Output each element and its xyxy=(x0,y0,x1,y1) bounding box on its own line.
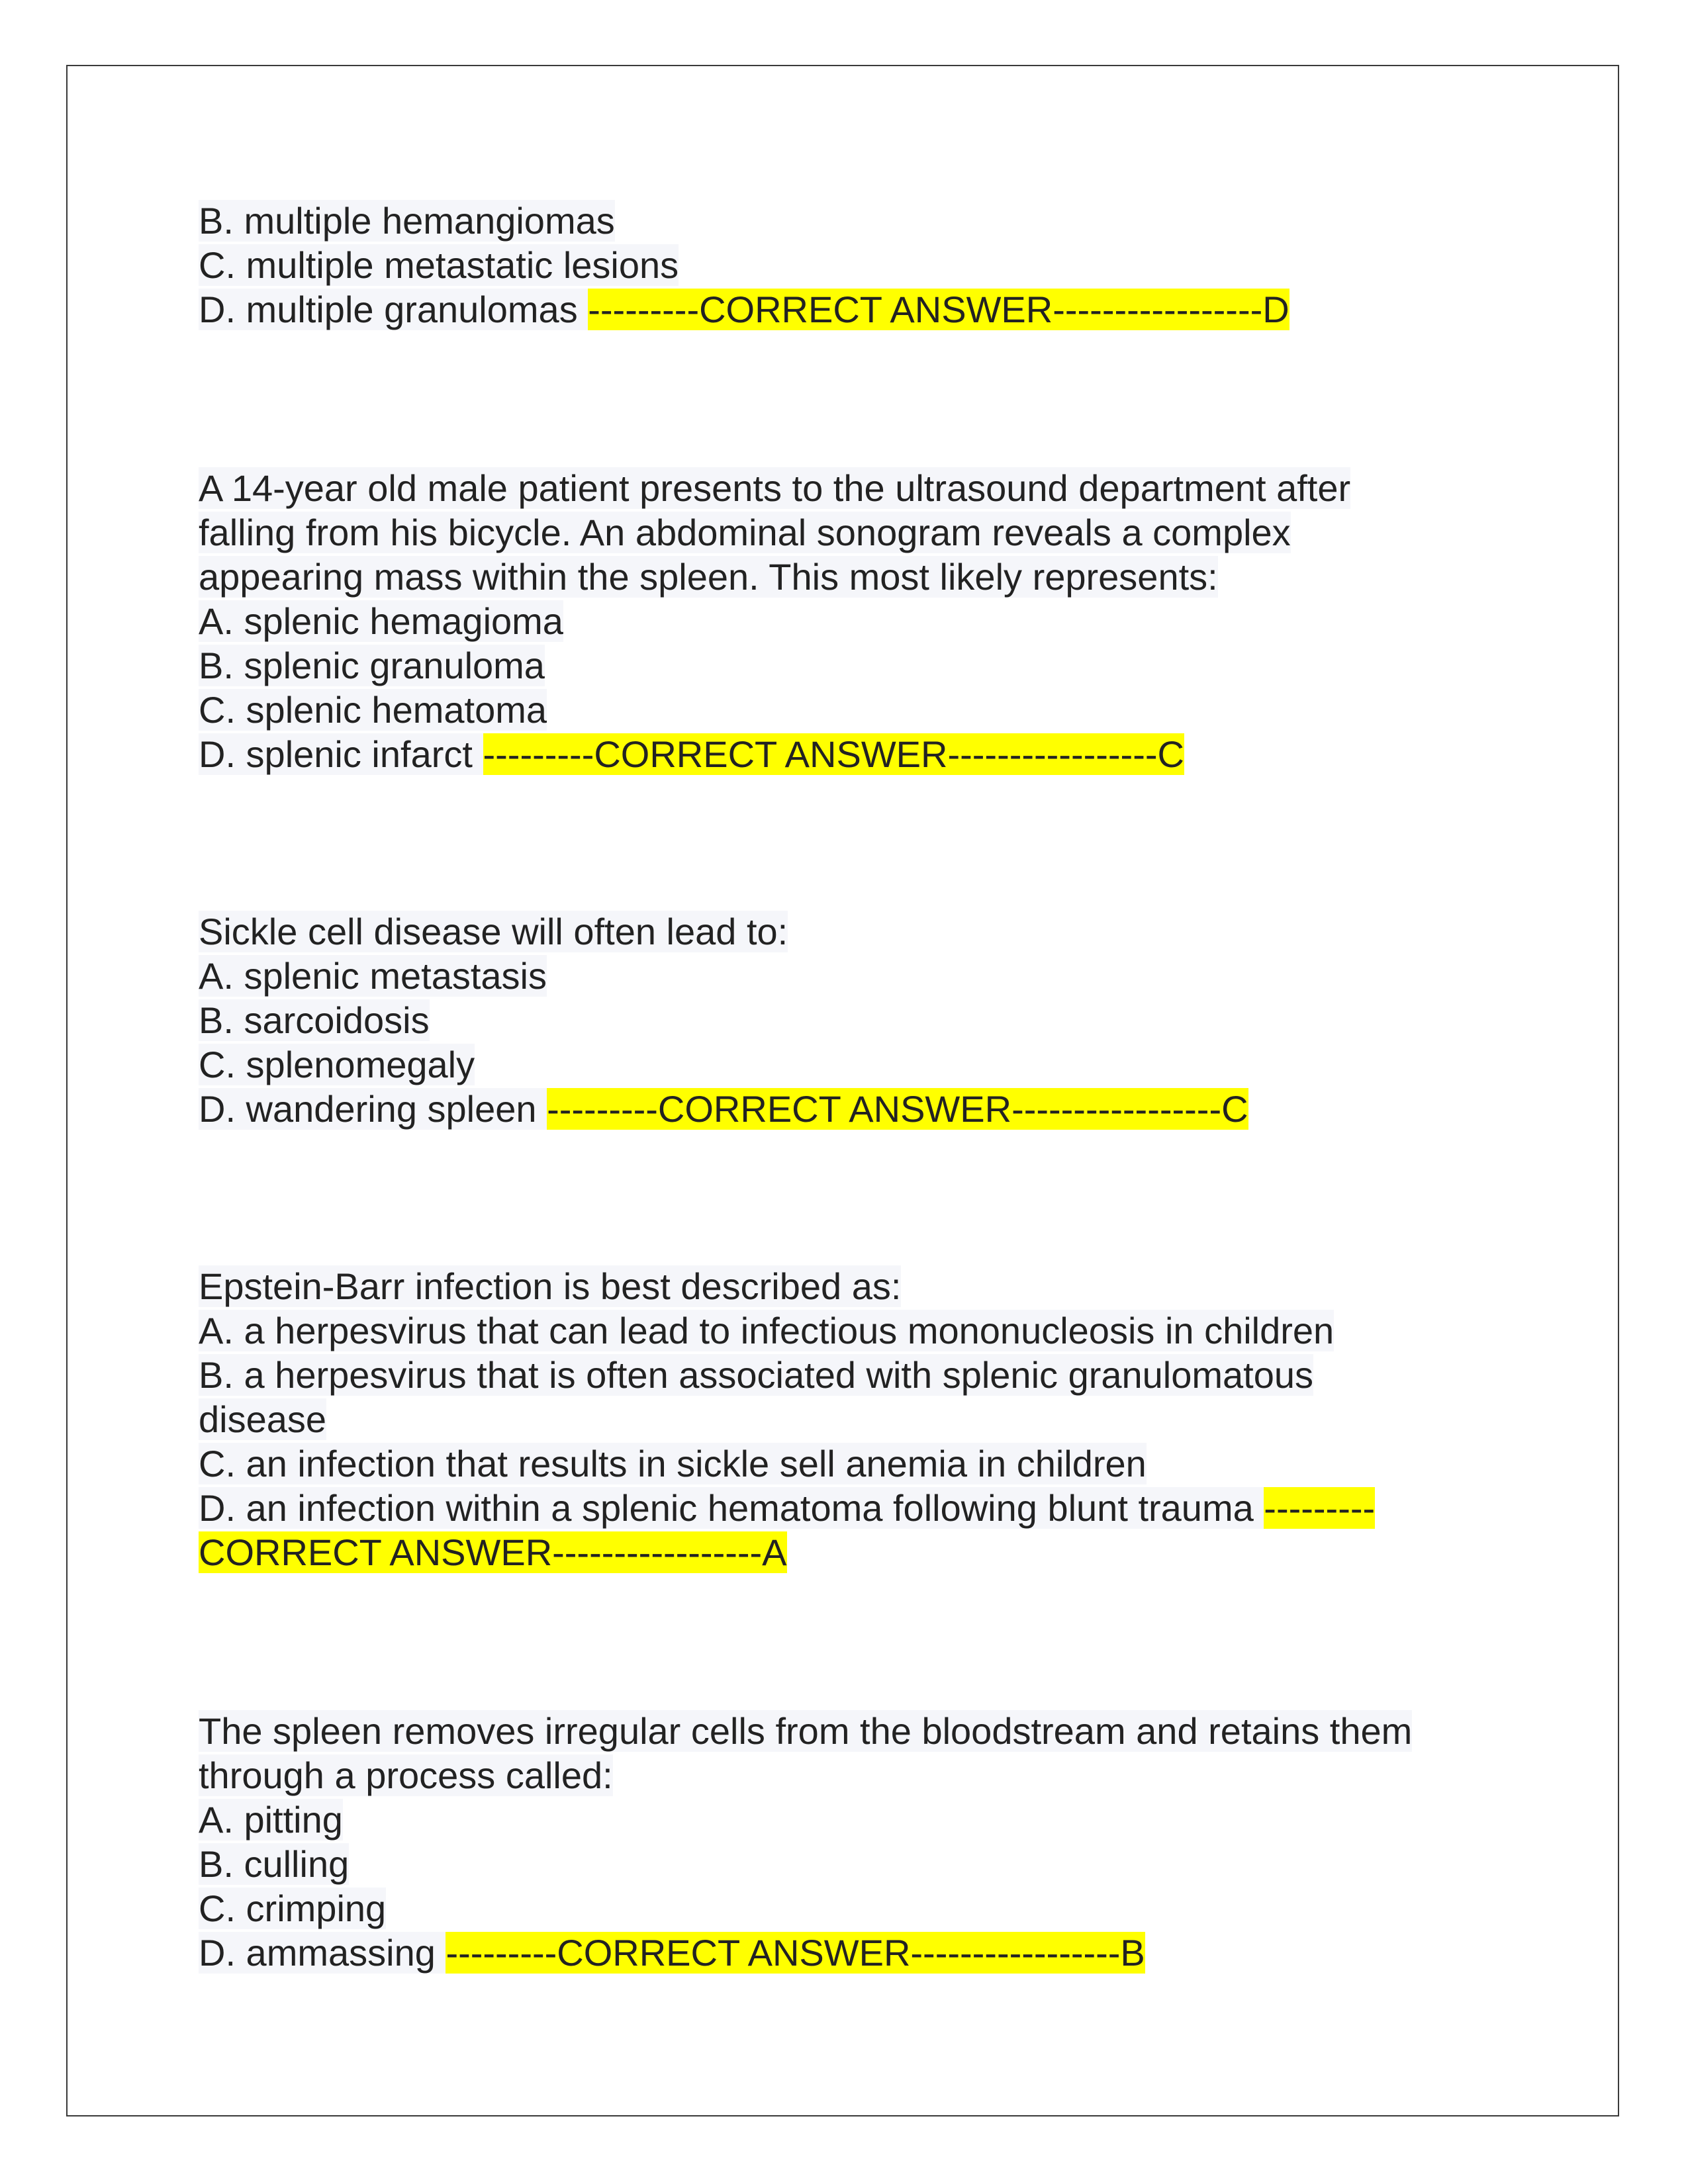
question-line xyxy=(199,555,1350,599)
question-line xyxy=(199,1397,1375,1441)
question-line xyxy=(199,1886,1412,1931)
question-line xyxy=(199,1353,1375,1397)
option-text: B. culling xyxy=(199,1843,350,1885)
option-text: D. ammassing xyxy=(199,1932,446,1974)
question-line xyxy=(199,199,1289,243)
correct-answer-highlight: ---------CORRECT ANSWER-----------------B xyxy=(445,1932,1145,1974)
option-text: C. splenomegaly xyxy=(199,1044,475,1085)
question-line xyxy=(199,466,1350,510)
question-line xyxy=(199,998,1248,1042)
question-block xyxy=(199,909,1248,1131)
question-block xyxy=(199,199,1289,332)
question-line xyxy=(199,1441,1375,1486)
question-text: falling from his bicycle. An abdominal sonogram reveals a complex xyxy=(199,512,1291,553)
question-line xyxy=(199,1842,1412,1886)
option-text: B. splenic granuloma xyxy=(199,645,545,686)
question-line xyxy=(199,243,1289,287)
question-line xyxy=(199,688,1350,732)
option-text: disease xyxy=(199,1398,327,1440)
question-line xyxy=(199,510,1350,555)
question-line xyxy=(199,1042,1248,1087)
option-text: C. splenic hematoma xyxy=(199,689,547,731)
question-block xyxy=(199,466,1350,776)
question-line xyxy=(199,1087,1248,1131)
option-text: D. wandering spleen xyxy=(199,1088,547,1130)
question-line xyxy=(199,909,1248,954)
correct-answer-highlight: ---------CORRECT ANSWER-----------------C xyxy=(547,1088,1248,1130)
question-line xyxy=(199,1931,1412,1975)
question-text: The spleen removes irregular cells from the bloodstream and retains them xyxy=(199,1710,1413,1752)
question-line xyxy=(199,1797,1412,1842)
question-block xyxy=(199,1709,1412,1975)
option-text: D. an infection within a splenic hematoma following blunt trauma xyxy=(199,1487,1264,1529)
question-line xyxy=(199,1530,1375,1574)
question-line xyxy=(199,643,1350,688)
correct-answer-highlight: --------- xyxy=(1264,1487,1376,1529)
option-text: B. multiple hemangiomas xyxy=(199,200,615,242)
option-text: A. a herpesvirus that can lead to infectious mononucleosis in children xyxy=(199,1310,1335,1351)
question-line xyxy=(199,599,1350,643)
question-text: A 14-year old male patient presents to the ultrasound department after xyxy=(199,467,1351,509)
option-text: C. crimping xyxy=(199,1888,387,1929)
option-text: A. pitting xyxy=(199,1799,343,1841)
question-line xyxy=(199,1486,1375,1530)
correct-answer-highlight: CORRECT ANSWER-----------------A xyxy=(199,1531,787,1573)
correct-answer-highlight: ---------CORRECT ANSWER-----------------D xyxy=(588,289,1289,330)
option-text: C. multiple metastatic lesions xyxy=(199,244,679,286)
option-text: A. splenic hemagioma xyxy=(199,600,563,642)
option-text: B. a herpesvirus that is often associated with splenic granulomatous xyxy=(199,1354,1314,1396)
option-text: D. splenic infarct xyxy=(199,733,483,775)
question-text: appearing mass within the spleen. This most likely represents: xyxy=(199,556,1218,598)
question-line xyxy=(199,1264,1375,1308)
question-line xyxy=(199,287,1289,332)
option-text: A. splenic metastasis xyxy=(199,955,547,997)
question-text: Epstein-Barr infection is best described as: xyxy=(199,1265,902,1307)
question-line xyxy=(199,1753,1412,1797)
question-line xyxy=(199,1709,1412,1753)
option-text: D. multiple granulomas xyxy=(199,289,588,330)
question-line xyxy=(199,732,1350,776)
question-block xyxy=(199,1264,1375,1574)
option-text: B. sarcoidosis xyxy=(199,999,430,1041)
question-line xyxy=(199,1308,1375,1353)
question-line xyxy=(199,954,1248,998)
question-text: Sickle cell disease will often lead to: xyxy=(199,911,788,952)
question-text: through a process called: xyxy=(199,1754,613,1796)
option-text: C. an infection that results in sickle sell anemia in children xyxy=(199,1443,1147,1484)
correct-answer-highlight: ---------CORRECT ANSWER-----------------C xyxy=(483,733,1184,775)
